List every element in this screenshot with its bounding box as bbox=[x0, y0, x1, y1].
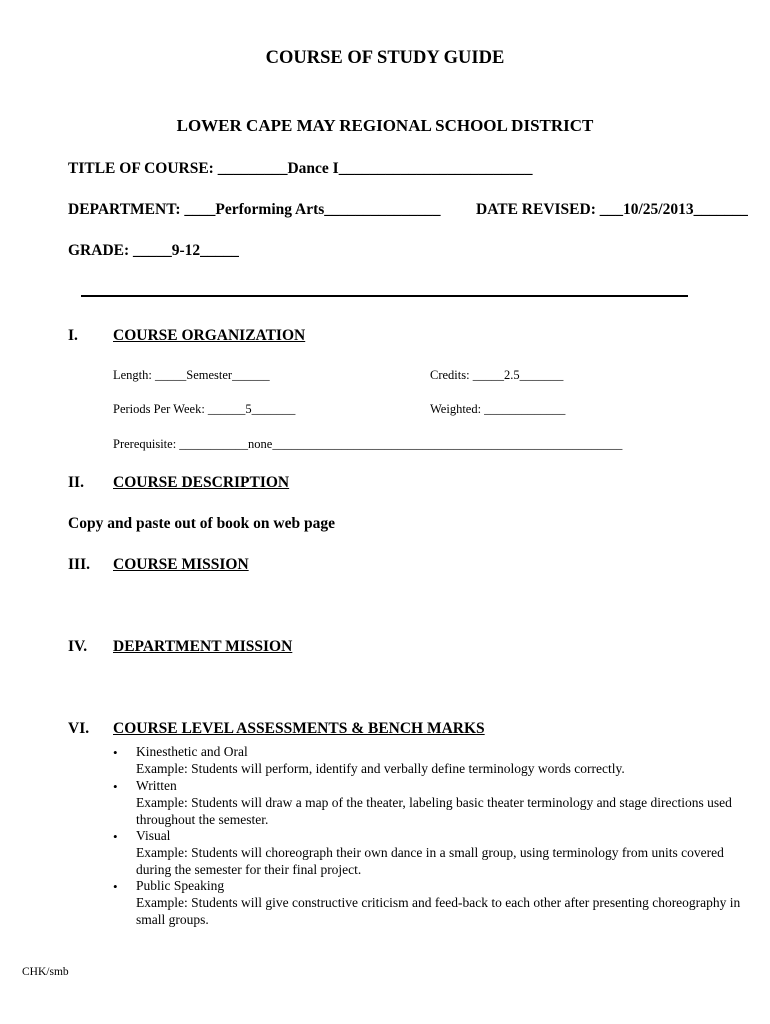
assessment-example: Example: Students will choreograph their own dance in a small group, using terminology from units covered during the semester for their final project. bbox=[136, 844, 724, 877]
grade: GRADE: _____9-12_____ bbox=[68, 242, 239, 259]
horizontal-rule bbox=[81, 295, 688, 297]
description-text: Copy and paste out of book on web page bbox=[68, 515, 335, 532]
list-item bbox=[136, 878, 756, 928]
page-title: COURSE OF STUDY GUIDE bbox=[265, 48, 505, 68]
prerequisite-field: Prerequisite: ___________none________________________________________________________ bbox=[113, 437, 623, 451]
section-title-dept-mission: DEPARTMENT MISSION bbox=[113, 638, 293, 655]
date-revised: DATE REVISED: ___10/25/2013_______ bbox=[476, 201, 748, 218]
length-field: Length: _____Semester______ bbox=[113, 368, 270, 382]
assessment-label: Kinesthetic and Oral bbox=[136, 744, 248, 759]
section-number-organization: I. bbox=[68, 327, 78, 344]
assessment-label: Visual bbox=[136, 828, 171, 843]
footer-initials: CHK/smb bbox=[22, 966, 69, 978]
assessment-label: Written bbox=[136, 778, 177, 793]
list-item bbox=[136, 744, 756, 778]
list-item bbox=[136, 828, 756, 878]
bullet-icon: • bbox=[113, 829, 118, 844]
assessment-label: Public Speaking bbox=[136, 878, 225, 893]
section-number-dept-mission: IV. bbox=[68, 638, 88, 655]
section-number-description: II. bbox=[68, 474, 84, 491]
credits-field: Credits: _____2.5_______ bbox=[430, 368, 564, 382]
periods-per-week-field: Periods Per Week: ______5_______ bbox=[113, 402, 296, 416]
weighted-field: Weighted: _____________ bbox=[430, 402, 566, 416]
bullet-icon: • bbox=[113, 779, 118, 794]
title-of-course: TITLE OF COURSE: _________Dance I_________________________ bbox=[68, 160, 533, 177]
section-title-mission: COURSE MISSION bbox=[113, 556, 249, 573]
assessment-example: Example: Students will give constructive criticism and feed-back to each other after presenting choreography in small groups. bbox=[136, 894, 741, 927]
section-number-mission: III. bbox=[68, 556, 90, 573]
list-item bbox=[136, 778, 756, 828]
section-number-assessments: VI. bbox=[68, 720, 90, 737]
department: DEPARTMENT: ____Performing Arts_______________ bbox=[68, 201, 441, 218]
section-title-assessments: COURSE LEVEL ASSESSMENTS & BENCH MARKS bbox=[113, 720, 485, 737]
section-title-description: COURSE DESCRIPTION bbox=[113, 474, 290, 491]
district-name: LOWER CAPE MAY REGIONAL SCHOOL DISTRICT bbox=[176, 116, 594, 135]
section-title-organization: COURSE ORGANIZATION bbox=[113, 327, 306, 344]
bullet-icon: • bbox=[113, 879, 118, 894]
bullet-icon: • bbox=[113, 745, 118, 760]
assessment-example: Example: Students will perform, identify and verbally define terminology words correctly. bbox=[136, 760, 625, 776]
assessment-example: Example: Students will draw a map of the theater, labeling basic theater terminology and stage directions used throughout the semester. bbox=[136, 794, 732, 827]
